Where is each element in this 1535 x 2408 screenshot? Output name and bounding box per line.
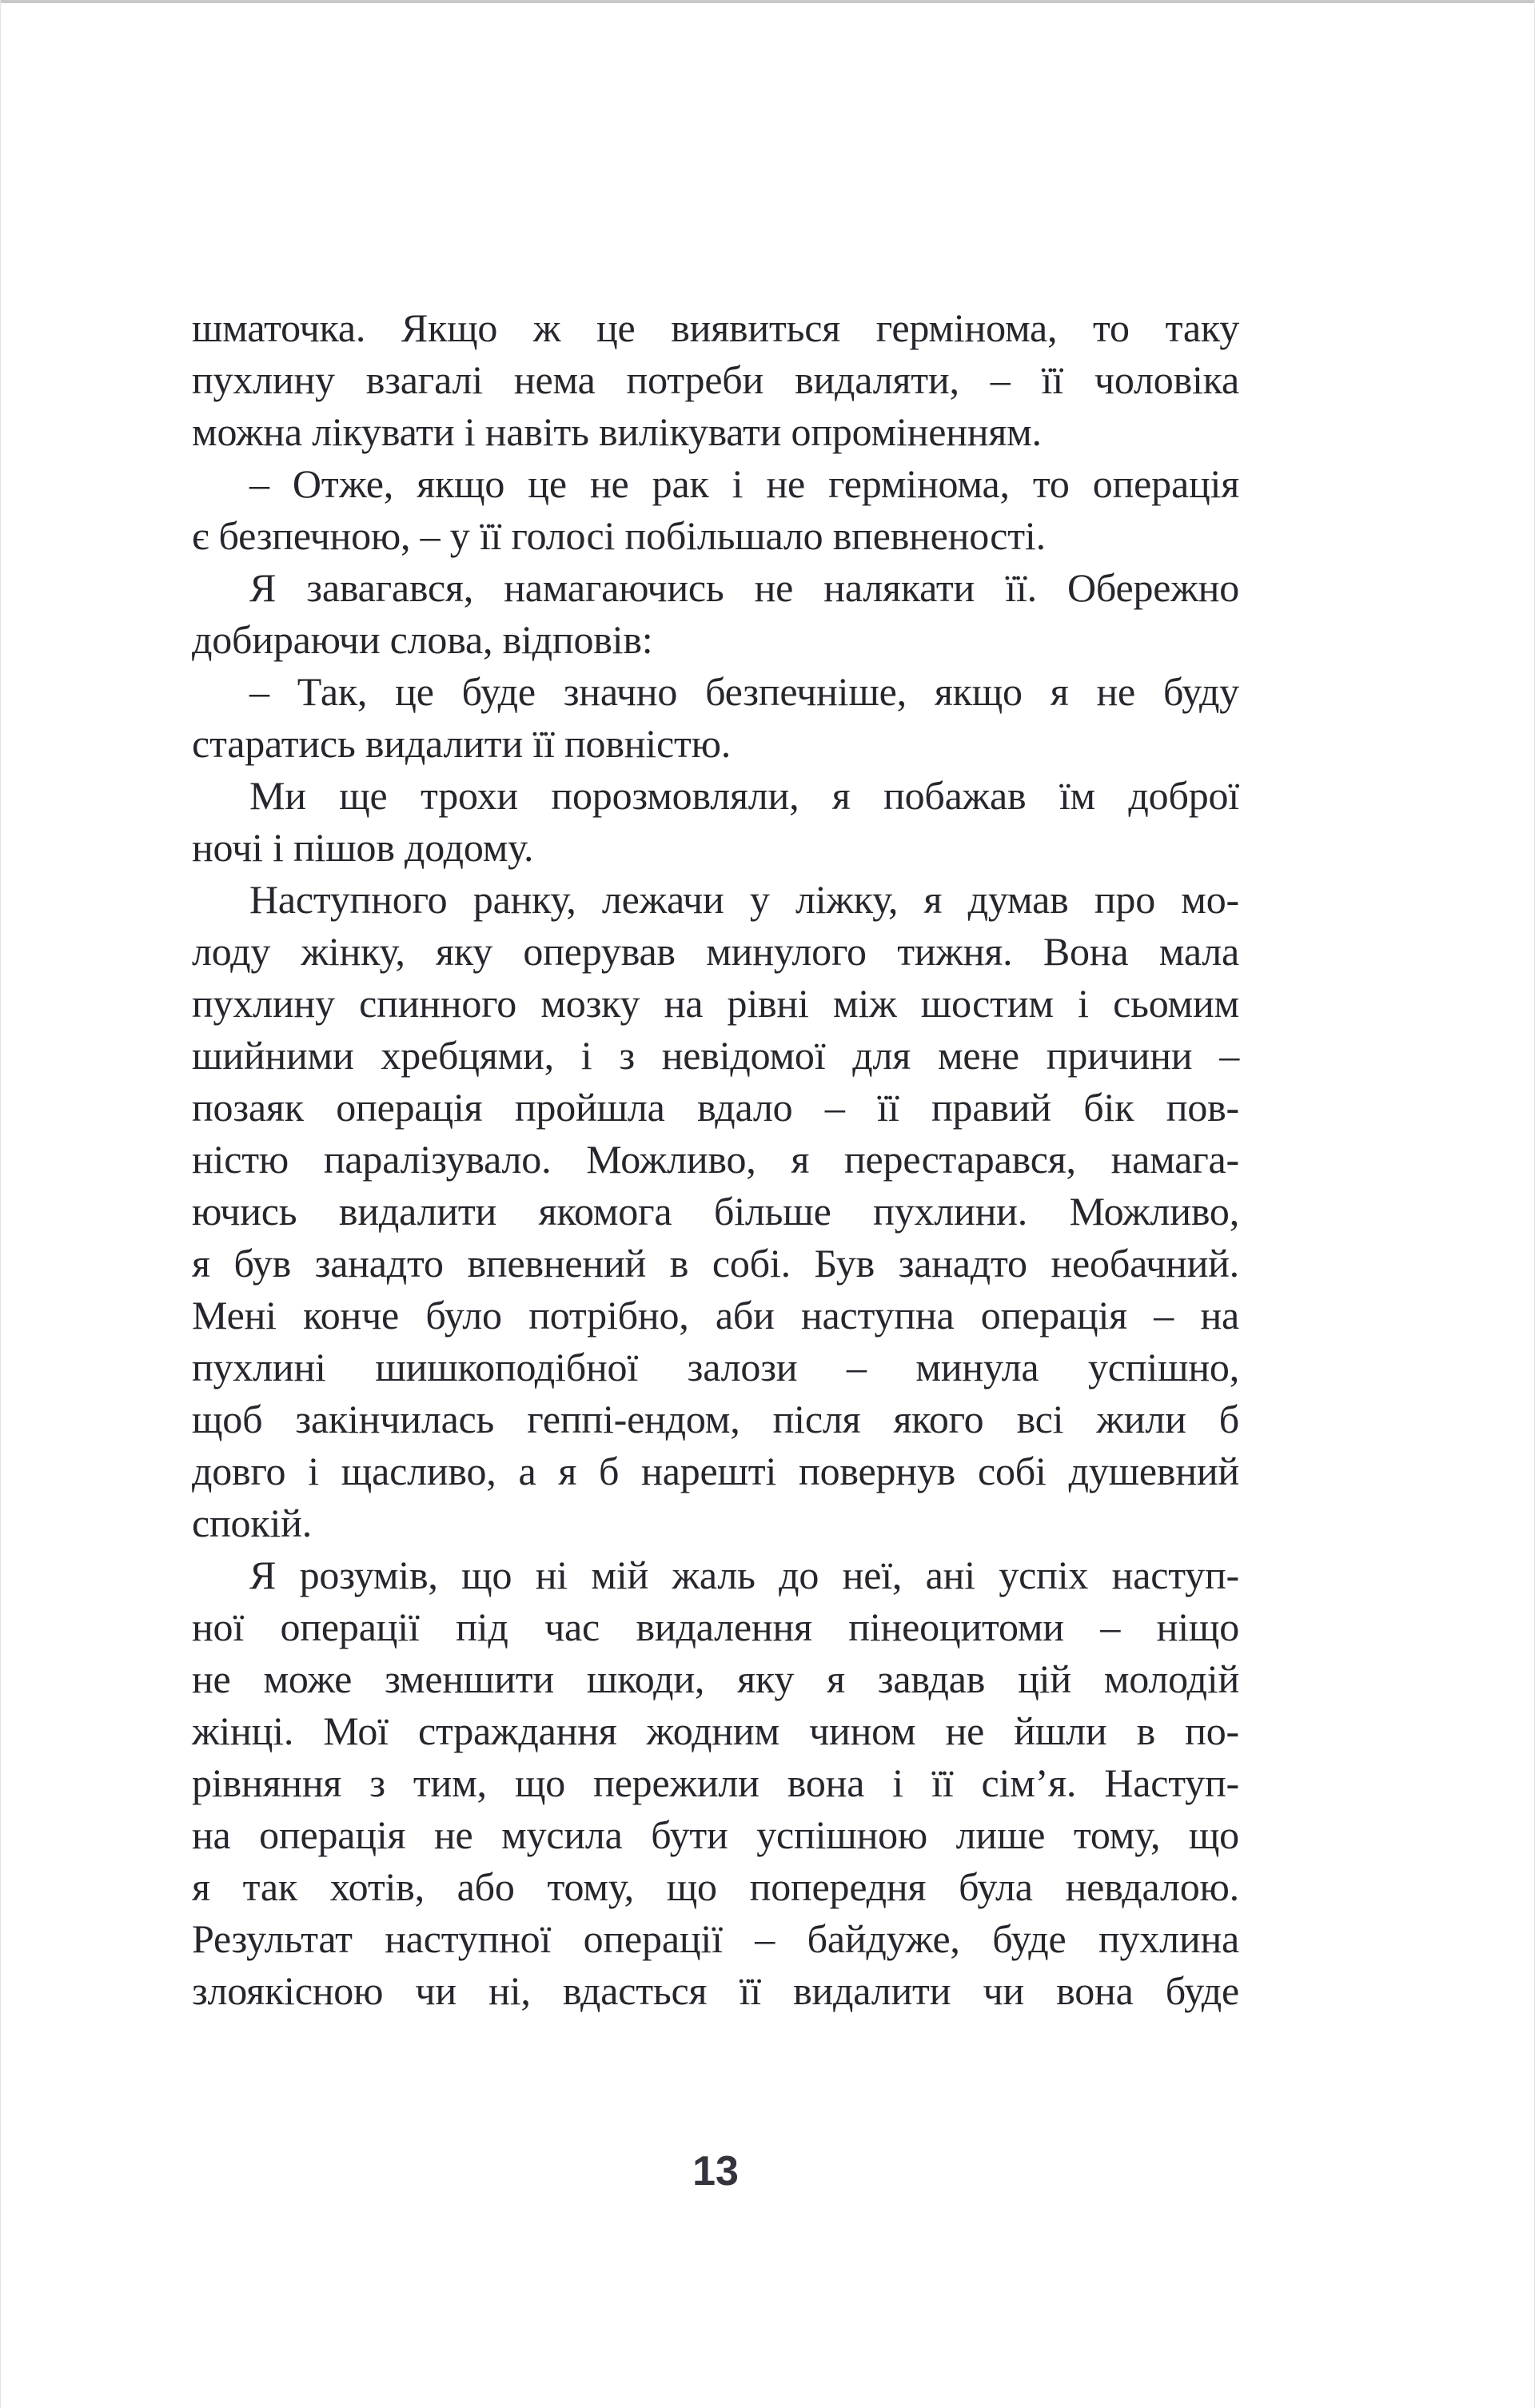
paragraph bbox=[192, 666, 1239, 770]
paragraph bbox=[192, 302, 1239, 458]
text-line: на операція не мусила бути успішною лише тому, що bbox=[192, 1812, 1239, 1857]
text-line: ністю паралізувало. Можливо, я перестарався, намага- bbox=[192, 1137, 1239, 1182]
text-line: довго і щасливо, а я б нарешті повернув собі душевний bbox=[192, 1449, 1239, 1493]
text-line: позаяк операція пройшла вдало – її правий бік пов- bbox=[192, 1085, 1239, 1130]
text-line: я був занадто впевнений в собі. Був занадто необачний. bbox=[192, 1241, 1239, 1286]
text-line: не може зменшити шкоди, яку я завдав цій молодій bbox=[192, 1656, 1239, 1701]
text-line: жінці. Мої страждання жодним чином не йшли в по- bbox=[192, 1708, 1239, 1753]
window-top-edge bbox=[0, 0, 1535, 3]
text-line: добираючи слова, відповів: bbox=[192, 617, 653, 662]
text-line: Мені конче було потрібно, аби наступна операція – на bbox=[192, 1293, 1239, 1338]
text-line: пухлину взагалі нема потреби видаляти, – її чоловіка bbox=[192, 357, 1239, 402]
text-line: пухлині шишкоподібної залози – минула успішно, bbox=[192, 1345, 1239, 1389]
text-line: Ми ще трохи порозмовляли, я побажав їм доброї bbox=[249, 773, 1239, 818]
page-number: 13 bbox=[692, 2148, 739, 2195]
text-line: шматочка. Якщо ж це виявиться гермінома, то таку bbox=[192, 305, 1239, 350]
text-line: щоб закінчилась геппі-ендом, після якого всі жили б bbox=[192, 1397, 1239, 1441]
paragraph bbox=[192, 874, 1239, 1549]
paragraph bbox=[192, 1549, 1239, 2017]
text-line: – Так, це буде значно безпечніше, якщо я не буду bbox=[249, 669, 1239, 714]
text-line: Наступного ранку, лежачи у ліжку, я думав про мо- bbox=[249, 877, 1239, 922]
text-line: старатись видалити її повністю. bbox=[192, 721, 732, 766]
text-line: злоякісною чи ні, вдасться її видалити чи вона буде bbox=[192, 1968, 1239, 2013]
text-line: пухлину спинного мозку на рівні між шостим і сьомим bbox=[192, 981, 1239, 1026]
text-line: ночі і пішов додому. bbox=[192, 825, 534, 870]
text-line: лоду жінку, яку оперував минулого тижня. Вона мала bbox=[192, 929, 1239, 974]
page-text bbox=[192, 302, 1239, 2017]
page-left-edge bbox=[0, 0, 1, 2408]
paragraph bbox=[192, 562, 1239, 666]
text-line: ної операції під час видалення пінеоцитоми – ніщо bbox=[192, 1605, 1239, 1649]
text-line: рівняння з тим, що пережили вона і її сім’я. Наступ- bbox=[192, 1760, 1239, 1805]
text-line: шийними хребцями, і з невідомої для мене причини – bbox=[192, 1033, 1239, 1078]
text-line: ючись видалити якомога більше пухлини. Можливо, bbox=[192, 1189, 1239, 1234]
paragraph bbox=[192, 458, 1239, 562]
text-line: я так хотів, або тому, що попередня була невдалою. bbox=[192, 1864, 1239, 1909]
text-line: – Отже, якщо це не рак і не гермінома, то операція bbox=[249, 461, 1239, 506]
text-line: є безпечною, – у її голосі побільшало впевненості. bbox=[192, 513, 1046, 558]
text-line: Результат наступної операції – байдуже, буде пухлина bbox=[192, 1916, 1239, 1961]
text-line: Я розумів, що ні мій жаль до неї, ані успіх наступ- bbox=[249, 1553, 1239, 1597]
text-line: Я завагався, намагаючись не налякати її. Обережно bbox=[249, 565, 1239, 610]
text-line: можна лікувати і навіть вилікувати опроміненням. bbox=[192, 409, 1042, 454]
text-line: спокій. bbox=[192, 1501, 312, 1545]
paragraph bbox=[192, 770, 1239, 874]
